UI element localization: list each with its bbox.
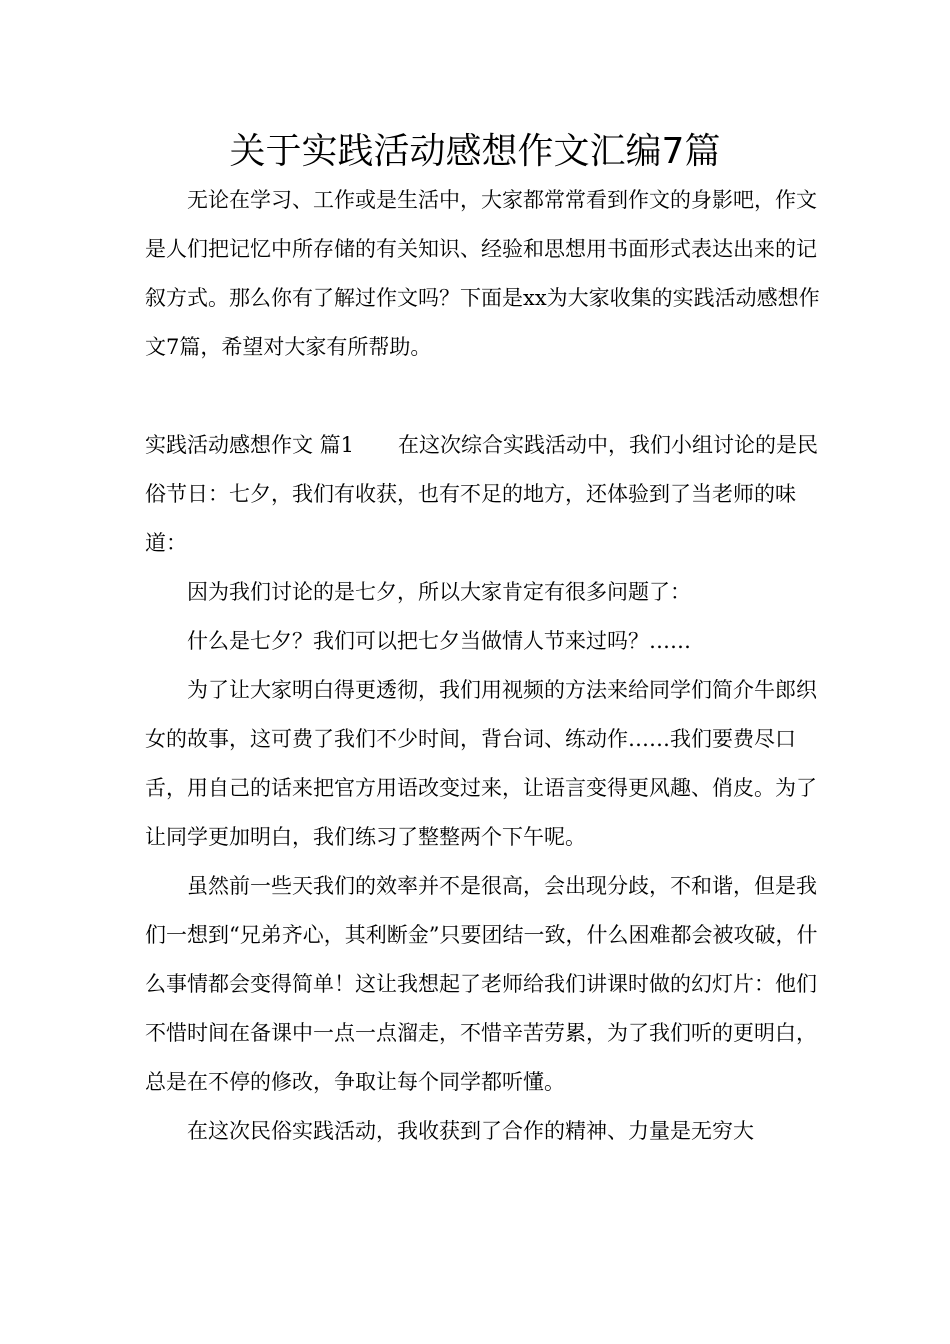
body-paragraph: 在这次民俗实践活动，我收获到了合作的精神、力量是无穷大: [187, 1119, 754, 1143]
document-title: 关于实践活动感想作文汇编7篇: [229, 131, 721, 172]
intro-paragraph: 无论在学习、工作或是生活中，大家都常常看到作文的身影吧，作文是人们把记忆中所存储的有关知识、经验和思想用书面形式表达出来的记叙方式。那么你有了解过作文吗？下面是xx为大家收集的实践活动感想作文7篇，希望对大家有所帮助。: [145, 188, 820, 359]
section-1-heading: 实践活动感想作文 篇1: [145, 433, 355, 457]
section-1-paragraph: [145, 421, 825, 568]
body-paragraph: 什么是七夕？我们可以把七夕当做情人节来过吗？……: [187, 629, 691, 653]
section-1-first-text: 在这次综合实践活动中，我们小组讨论的是民俗节日：七夕，我们有收获，也有不足的地方，还体验到了当老师的味道：: [145, 433, 819, 555]
body-paragraph: 虽然前一些天我们的效率并不是很高，会出现分歧，不和谐，但是我们一想到“兄弟齐心，其利断金”只要团结一致，什么困难都会被攻破，什么事情都会变得简单！这让我想起了老师给我们讲课时做的幻灯片：他们不惜时间在备课中一点一点溜走，不惜辛苦劳累，为了我们听的更明白，总是在不停的修改，争取让每个同学都听懂。: [145, 874, 818, 1094]
document-body: [145, 176, 825, 1156]
body-paragraph: 因为我们讨论的是七夕，所以大家肯定有很多问题了：: [187, 580, 691, 604]
paragraph-spacer: [145, 372, 825, 421]
body-paragraph: 为了让大家明白得更透彻，我们用视频的方法来给同学们简介牛郎织女的故事，这可费了我们不少时间，背台词、练动作……我们要费尽口舌，用自己的话来把官方用语改变过来，让语言变得更风趣、俏皮。为了让同学更加明白，我们练习了整整两个下午呢。: [145, 678, 817, 849]
